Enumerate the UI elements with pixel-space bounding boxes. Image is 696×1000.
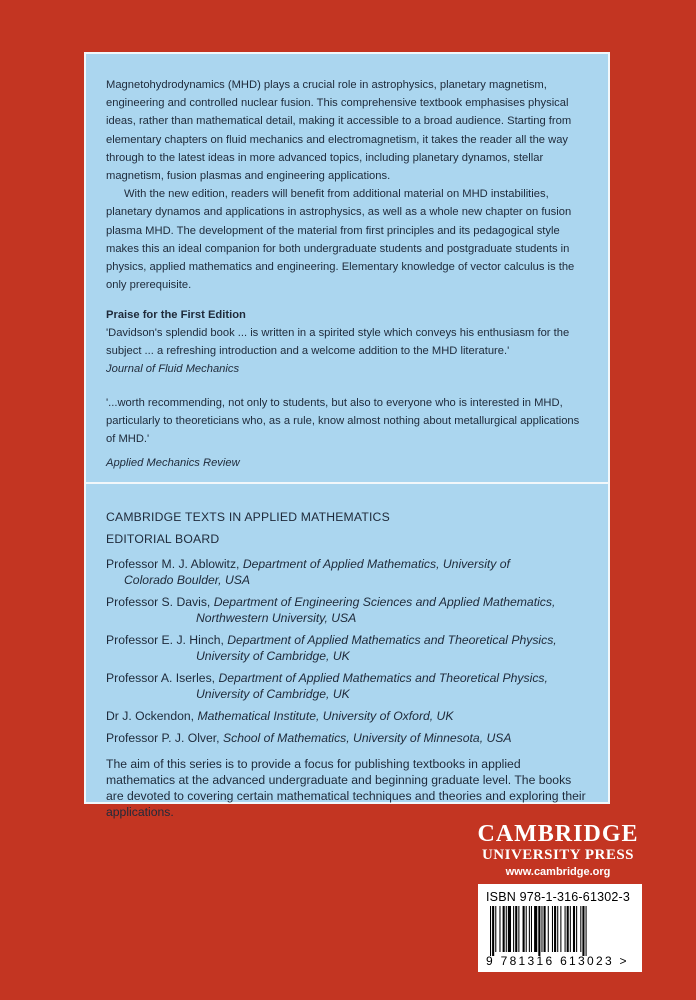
publisher-url: www.cambridge.org (505, 866, 611, 878)
barcode-bar (526, 906, 527, 952)
barcode-bar (567, 906, 569, 952)
review-source-1: Journal of Fluid Mechanics (106, 363, 240, 376)
review-quote-1: 'Davidson's splendid book ... is written in a spirited style which conveys his enthusiasm for the subject ... a refreshing introduction and a welcome addition to the MHD literature.' (106, 327, 570, 358)
blurb-paragraph-1: Magnetohydrodynamics (MHD) plays a crucial role in astrophysics, planetary magnetism, engineering and controlled nuclear fusion. This comprehensive textbook emphasises physical ideas, rather than mathematical detail, making it accessible to a broad audience. Starting from elementary chapters on fluid mechanics and electromagnetism, it takes the reader all the way through to the latest ideas in more advanced topics, including planetary dynamos, stellar magnetism, fusion plasmas and engineering applications. (106, 79, 572, 183)
barcode-bar (492, 906, 494, 956)
publisher-logo (470, 822, 646, 880)
editorial-board-list (106, 556, 590, 746)
barcode-bar (531, 906, 532, 952)
barcode-bar (495, 906, 496, 952)
series-panel (84, 484, 610, 819)
isbn-number: ISBN 978-1-316-61302-3 (486, 890, 631, 904)
barcode-bar (513, 906, 514, 952)
barcode-bar (580, 906, 581, 952)
series-aim: The aim of this series is to provide a focus for publishing textbooks in applied mathematics at the advanced undergraduate and beginning graduate level. The books are devoted to covering certain mathematical techniques and theories and exploring their applications. (106, 757, 586, 819)
board-member: Professor E. J. Hinch, Department of Applied Mathematics and Theoretical Physics, University of Cambridge, UK (106, 633, 557, 663)
book-blurb (106, 76, 590, 294)
editorial-board-heading: EDITORIAL BOARD (106, 532, 220, 546)
board-member: Professor P. J. Olver, School of Mathematics, University of Minnesota, USA (106, 731, 512, 745)
barcode-bar (515, 906, 517, 952)
description-panel (84, 52, 610, 484)
barcode-bar (548, 906, 549, 952)
board-member: Professor A. Iserles, Department of Applied Mathematics and Theoretical Physics, University of Cambridge, UK (106, 671, 548, 701)
barcode-bar (565, 906, 566, 952)
barcode-bar (544, 906, 546, 952)
board-member: Professor M. J. Ablowitz, Department of Applied Mathematics, University of Colorado Boulder, USA (106, 557, 510, 587)
board-member: Dr J. Ockendon, Mathematical Institute, University of Oxford, UK (106, 709, 454, 723)
barcode-bar (541, 906, 542, 952)
blurb-paragraph-2: With the new edition, readers will benefit from additional material on MHD instabilities, planetary dynamos and applications in astrophysics, as well as a whole new chapter on fusion plasma MHD. The development of the material from first principles and its pedagogical style makes this an ideal companion for both undergraduate students and postgraduate students in physics, applied mathematics and engineering. Elementary knowledge of vector calculus is the only prerequisite. (106, 188, 575, 292)
barcode-bar (506, 906, 507, 952)
review-source-2: Applied Mechanics Review (106, 457, 240, 470)
ean-digits: 9 781316 613023 > (486, 954, 629, 968)
barcode-bar (552, 906, 553, 952)
barcode-bar (538, 906, 540, 956)
barcode-bar (523, 906, 525, 952)
praise-heading: Praise for the First Edition (106, 309, 246, 322)
barcode-bars (486, 906, 634, 956)
barcode-bar (534, 906, 537, 952)
barcode-bar (518, 906, 519, 952)
barcode-bar (570, 906, 571, 952)
isbn-barcode (478, 884, 642, 972)
barcode-bar (490, 906, 491, 956)
barcode-bar (554, 906, 556, 952)
publisher-name: CAMBRIDGE (477, 821, 639, 847)
barcode-bar (573, 906, 575, 952)
barcode-bar (576, 906, 577, 952)
barcode-bar (503, 906, 505, 952)
barcode-bar (499, 906, 500, 952)
series-title: CAMBRIDGE TEXTS IN APPLIED MATHEMATICS (106, 510, 390, 524)
barcode-bar (557, 906, 558, 952)
barcode-bar (560, 906, 561, 952)
publisher-subtitle: UNIVERSITY PRESS (481, 847, 635, 863)
board-member: Professor S. Davis, Department of Engineering Sciences and Applied Mathematics, Northwestern University, USA (106, 595, 556, 625)
barcode-bar (582, 906, 584, 956)
barcode-bar (508, 906, 511, 952)
barcode-bar (529, 906, 530, 952)
barcode-bar (586, 906, 587, 956)
review-quote-2: '...worth recommending, not only to students, but also to everyone who is interested in MHD, particularly to theoreticians who, as a rule, know almost nothing about metallurgical applications of MHD.' (106, 397, 580, 446)
